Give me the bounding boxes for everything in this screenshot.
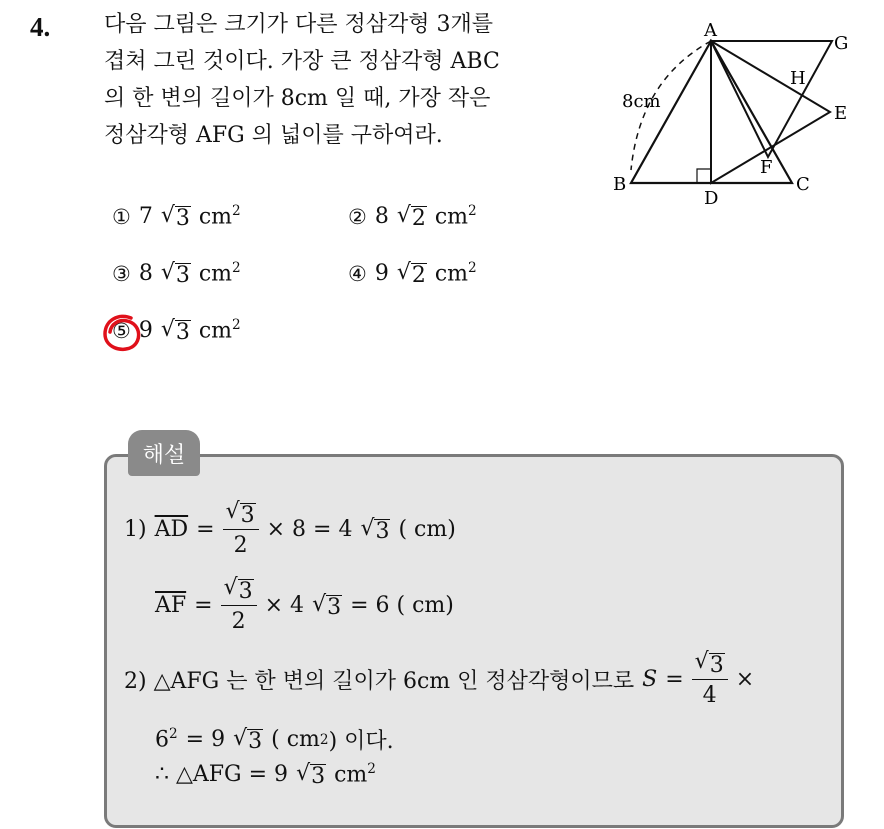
fraction: √ 3 4 — [692, 650, 728, 708]
label-e: E — [834, 103, 848, 124]
option-mark: ④ — [348, 261, 367, 286]
solution-line-3: 2) △AFG 는 한 변의 길이가 6cm 인 정삼각형이므로 S = √ 3 4 × — [124, 649, 755, 709]
label-g: G — [834, 33, 849, 54]
label-d: D — [704, 188, 719, 209]
option-mark: ⑤ — [112, 318, 131, 343]
label-a: A — [704, 20, 717, 41]
problem-number: 4. — [30, 12, 51, 42]
solution-line-5: ∴ △AFG = 9 √ 3 $cm^2$ — [155, 761, 376, 789]
sqrt: √ 2 — [396, 203, 426, 231]
answer-circle-mark — [101, 312, 147, 356]
sqrt: √ 3 — [160, 203, 190, 231]
solution-line-2: $\overline{AF}$ = √ 3 2 × 4 √ 3 = 6 ( cm) — [155, 575, 454, 635]
triangle-afg — [711, 41, 832, 157]
option-2[interactable]: ② 8 √ 2 $cm^2$ — [348, 203, 477, 231]
label-h: H — [790, 68, 806, 89]
option-coef: 8 — [138, 261, 153, 287]
option-coef: 9 — [138, 318, 153, 344]
sqrt: √ 2 — [396, 260, 426, 288]
right-angle-mark — [697, 169, 711, 183]
solution-line-1: 1) $\overline{AD}$ = √ 3 2 × 8 = 4 √ 3 ( cm) — [124, 499, 456, 559]
label-f: F — [760, 157, 773, 178]
solution-line-4: $6^2$ = 9 √ 3 ( cm 2 ) 이다. — [155, 725, 394, 754]
option-coef: 7 — [138, 204, 153, 230]
stem-line: 의 한 변의 길이가 8cm 일 때, 가장 작은 — [104, 86, 491, 111]
option-mark: ② — [348, 204, 367, 229]
label-b: B — [613, 174, 627, 195]
option-1[interactable]: ① 7 √ 3 $cm^2$ — [112, 203, 241, 231]
side-length-label: 8cm — [622, 91, 661, 112]
option-3[interactable]: ③ 8 √ 3 $cm^2$ — [112, 260, 241, 288]
solution-tag: 해설 — [128, 430, 200, 476]
fraction: √ 3 2 — [223, 500, 259, 558]
stem-line: 다음 그림은 크기가 다른 정삼각형 3개를 — [104, 12, 493, 37]
fraction: √ 3 2 — [221, 576, 257, 634]
label-c: C — [796, 174, 810, 195]
option-4[interactable]: ④ 9 √ 2 $cm^2$ — [348, 260, 477, 288]
option-mark: ① — [112, 204, 131, 229]
problem-stem — [104, 6, 594, 154]
sqrt: √ 3 — [160, 317, 190, 345]
stem-line: 정삼각형 AFG 의 넓이를 구하여라. — [104, 123, 443, 148]
option-5[interactable]: ⑤ 9 √ 3 $cm^2$ — [112, 317, 241, 345]
triangle-figure — [600, 20, 860, 210]
option-coef: 8 — [374, 204, 389, 230]
segment-af: $\overline{AF}$ — [155, 592, 187, 618]
stem-line: 겹쳐 그린 것이다. 가장 큰 정삼각형 ABC — [104, 49, 500, 74]
option-coef: 9 — [374, 261, 389, 287]
option-mark: ③ — [112, 261, 131, 286]
segment-ad: $\overline{AD}$ — [154, 516, 189, 542]
sqrt: √ 3 — [160, 260, 190, 288]
